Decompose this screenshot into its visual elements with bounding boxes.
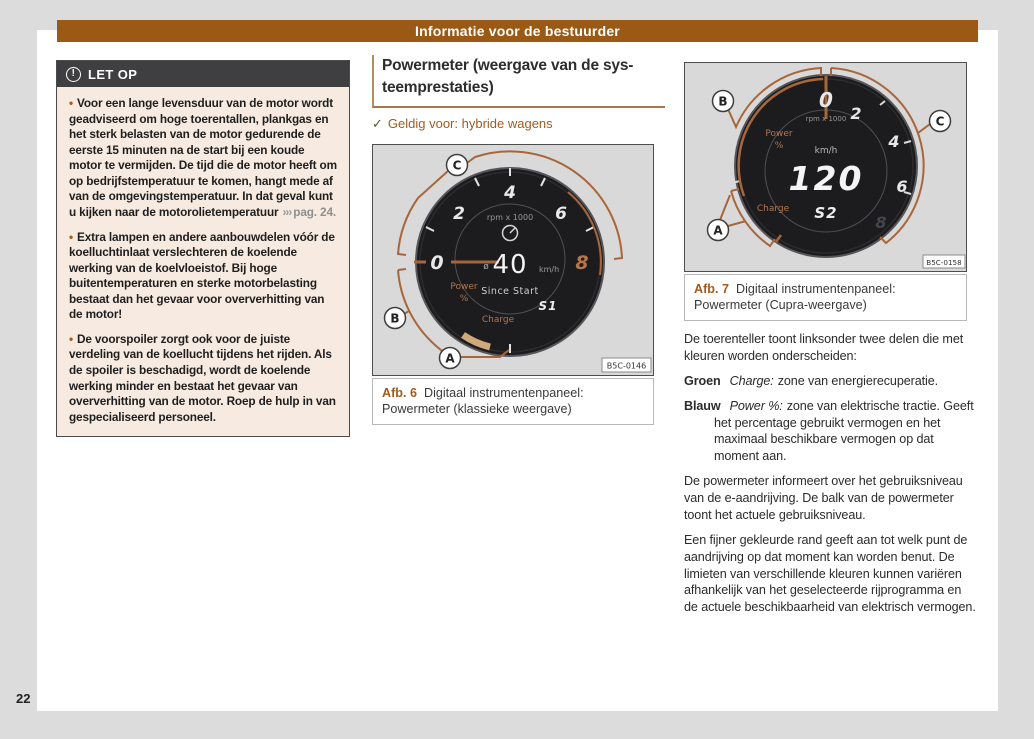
figure-7	[684, 62, 967, 272]
callout-c: C	[452, 158, 462, 173]
callout-a: A	[713, 223, 723, 238]
callout-c: C	[935, 114, 945, 129]
tachometer-dial-classic	[414, 168, 604, 356]
page-number: 22	[16, 691, 31, 706]
callout-a: A	[445, 351, 455, 366]
figure-7-caption	[684, 274, 967, 321]
def-meta: Charge:	[729, 373, 774, 388]
bullet-icon: •	[69, 331, 73, 346]
chapter-title: Informatie voor de bestuurder	[415, 23, 620, 39]
scale-2: 2	[850, 104, 862, 123]
note-bullet	[69, 96, 337, 221]
scale-4: 4	[888, 132, 900, 151]
def-description: zone van elektrische tractie. Geeft het percentage gebruikt vermogen en het maximaal beschikbare vermogen op dat moment aan.	[714, 398, 974, 464]
figure-code-tag	[602, 358, 651, 372]
def-meta: Power %:	[729, 398, 783, 413]
note-bullet	[69, 332, 337, 425]
intro-paragraph: De toerenteller toont linksonder twee delen die met kleuren worden onderscheiden:	[684, 332, 964, 363]
power-label: Power	[450, 282, 478, 292]
percent-label: %	[774, 141, 784, 151]
figure-code: B5C-0158	[926, 258, 962, 267]
note-bullet-text: Voor een lange levensduur van de motor wordt geadviseerd om hoge toerentallen, plankgas en het sterk belasten van de motor gedurende de eerste 15 minuten na de start bij een koude motor te vermijden. De tijd die de motor heeft om op bedrijfstemperatuur te komen, hangt mede af van de omgevingstemperatuur. In dat geval kunt u kijken naar de motorolietemperatuur	[69, 96, 337, 219]
valid-for-text: Geldig voor: hybride wagens	[387, 116, 553, 131]
checkmark-icon: ✓	[372, 116, 383, 131]
gear-indicator: S2	[814, 204, 838, 222]
scale-6: 6	[896, 177, 908, 196]
def-term: Blauw	[684, 398, 721, 413]
note-header	[57, 61, 349, 87]
body-text-column	[684, 331, 976, 624]
cross-reference-arrows-icon: ›››	[282, 204, 292, 219]
paragraph: De powermeter informeert over het gebruiksniveau van de e-aandrijving. De balk van de powermeter toont het actuele gebruiksniveau.	[684, 474, 963, 522]
cross-reference: pag. 24.	[293, 204, 336, 219]
scale-2: 2	[453, 204, 465, 224]
speed-value: 120	[788, 159, 864, 198]
charge-label: Charge	[481, 315, 515, 325]
rpm-scale-label: rpm x 1000	[486, 213, 534, 222]
speed-value: 40	[492, 250, 528, 280]
speed-unit: km/h	[539, 265, 560, 274]
figure-7-illustration	[685, 63, 966, 271]
def-term: Groen	[684, 373, 721, 388]
figure-6-illustration	[373, 145, 653, 375]
figure-code: B5C-0146	[606, 361, 647, 371]
color-definition-blue	[684, 398, 976, 466]
figure-6-caption-text: Digitaal instrumentenpaneel: Powermeter (klassieke weergave)	[382, 386, 584, 417]
gear-indicator: S1	[538, 299, 558, 313]
charge-label: Charge	[756, 204, 790, 214]
scale-4: 4	[504, 183, 516, 203]
note-body	[57, 87, 349, 436]
valid-for-line	[372, 116, 665, 132]
percent-label: %	[459, 294, 469, 304]
callout-b: B	[390, 311, 400, 326]
chapter-header-bar	[57, 20, 978, 42]
note-title: LET OP	[88, 66, 138, 82]
callout-b: B	[718, 94, 728, 109]
paragraph: Een fijner gekleurde rand geeft aan tot welk punt de aandrijving op dat moment kan worden benut. De limieten van verschillende kleuren kunnen variëren afhankelijk van het geselecteerde rijprogramma en de actuele beschikbaarheid van elektrisch vermogen.	[684, 532, 976, 615]
bullet-icon: •	[69, 229, 73, 244]
def-description: zone van energierecuperatie.	[777, 373, 939, 388]
warning-icon: !	[66, 67, 81, 82]
trip-label: Since Start	[481, 286, 539, 297]
section-title: Powermeter (weergave van de systeemprestaties)	[372, 55, 665, 108]
color-definition-green	[684, 373, 976, 390]
figure-6	[372, 144, 654, 376]
note-box	[56, 60, 350, 437]
rpm-scale-label: rpm x 1000	[805, 115, 847, 123]
note-bullet-text: De voorspoiler zorgt ook voor de juiste verdeling van de koellucht tijdens het rijden. Als de spoiler is beschadigd, wordt de koelende werking minder en bestaat het gevaar van oververhitting van de motor. Roep de hulp in van gespecialiseerd personeel.	[69, 331, 336, 424]
bullet-icon: •	[69, 96, 73, 110]
note-bullet-text: Extra lampen en andere aanbouwdelen vóór de koelluchtinlaat verslechteren de koelende werking van de koelvloeistof. Bij hoge buitentemperaturen en sterke motorbelasting bestaat dan het gevaar voor oververhitting van de motor!	[69, 229, 335, 322]
figure-7-caption-text: Digitaal instrumentenpaneel: Powermeter (Cupra-weergave)	[694, 282, 896, 313]
figure-6-caption	[372, 378, 654, 425]
scale-6: 6	[555, 204, 567, 224]
speed-unit: km/h	[814, 146, 838, 156]
figure-6-label: Afb. 6	[382, 386, 417, 400]
scale-8: 8	[875, 213, 887, 232]
scale-0: 0	[819, 88, 833, 112]
tachometer-dial-cupra	[732, 75, 917, 257]
figure-code-tag	[923, 255, 965, 268]
figure-7-label: Afb. 7	[694, 282, 729, 296]
power-label: Power	[765, 129, 793, 139]
note-bullet	[69, 230, 337, 323]
scale-8: 8	[575, 252, 589, 274]
average-symbol: ø	[483, 262, 489, 272]
scale-0: 0	[430, 252, 444, 274]
